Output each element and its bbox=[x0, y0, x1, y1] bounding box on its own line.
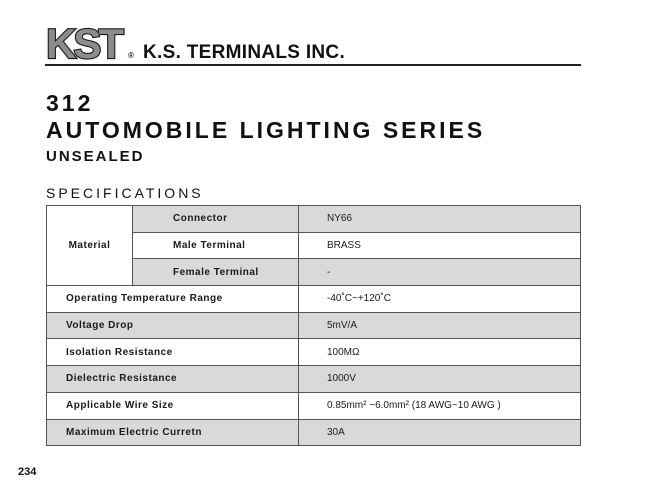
spec-value: 5mV/A bbox=[299, 312, 581, 339]
table-row bbox=[47, 206, 581, 233]
material-row-value: - bbox=[299, 259, 581, 286]
header-rule bbox=[45, 64, 581, 66]
spec-value: -40˚C~+120˚C bbox=[299, 286, 581, 313]
spec-label: Dielectric Resistance bbox=[47, 366, 299, 393]
table-row bbox=[47, 366, 581, 393]
company-name: K.S. TERMINALS INC. bbox=[143, 42, 346, 63]
table-row bbox=[47, 392, 581, 419]
material-row-value: BRASS bbox=[299, 232, 581, 259]
spec-value: 1000V bbox=[299, 366, 581, 393]
kst-logo bbox=[45, 20, 130, 64]
spec-label: Applicable Wire Size bbox=[47, 392, 299, 419]
table-row bbox=[47, 339, 581, 366]
series-subtitle: UNSEALED bbox=[46, 148, 145, 165]
table-row bbox=[47, 312, 581, 339]
table-row bbox=[47, 286, 581, 313]
spec-label: Isolation Resistance bbox=[47, 339, 299, 366]
spec-label: Voltage Drop bbox=[47, 312, 299, 339]
material-label: Material bbox=[47, 206, 133, 286]
spec-label: Maximum Electric Curretn bbox=[47, 419, 299, 446]
specifications-heading: SPECIFICATIONS bbox=[46, 185, 204, 201]
material-row-value: NY66 bbox=[299, 206, 581, 233]
page-number: 234 bbox=[18, 466, 37, 478]
series-number: 312 bbox=[46, 90, 94, 116]
spec-value: 100MΩ bbox=[299, 339, 581, 366]
material-row-label: Connector bbox=[133, 206, 299, 233]
table-row bbox=[47, 419, 581, 446]
specifications-table bbox=[46, 205, 581, 446]
spec-value: 30A bbox=[299, 419, 581, 446]
series-title: AUTOMOBILE LIGHTING SERIES bbox=[46, 117, 486, 143]
registered-mark: ® bbox=[128, 51, 134, 60]
material-row-label: Male Terminal bbox=[133, 232, 299, 259]
svg-text:KST: KST bbox=[46, 20, 121, 64]
material-row-label: Female Terminal bbox=[133, 259, 299, 286]
spec-value: 0.85mm² ~6.0mm² (18 AWG~10 AWG ) bbox=[299, 392, 581, 419]
spec-label: Operating Temperature Range bbox=[47, 286, 299, 313]
